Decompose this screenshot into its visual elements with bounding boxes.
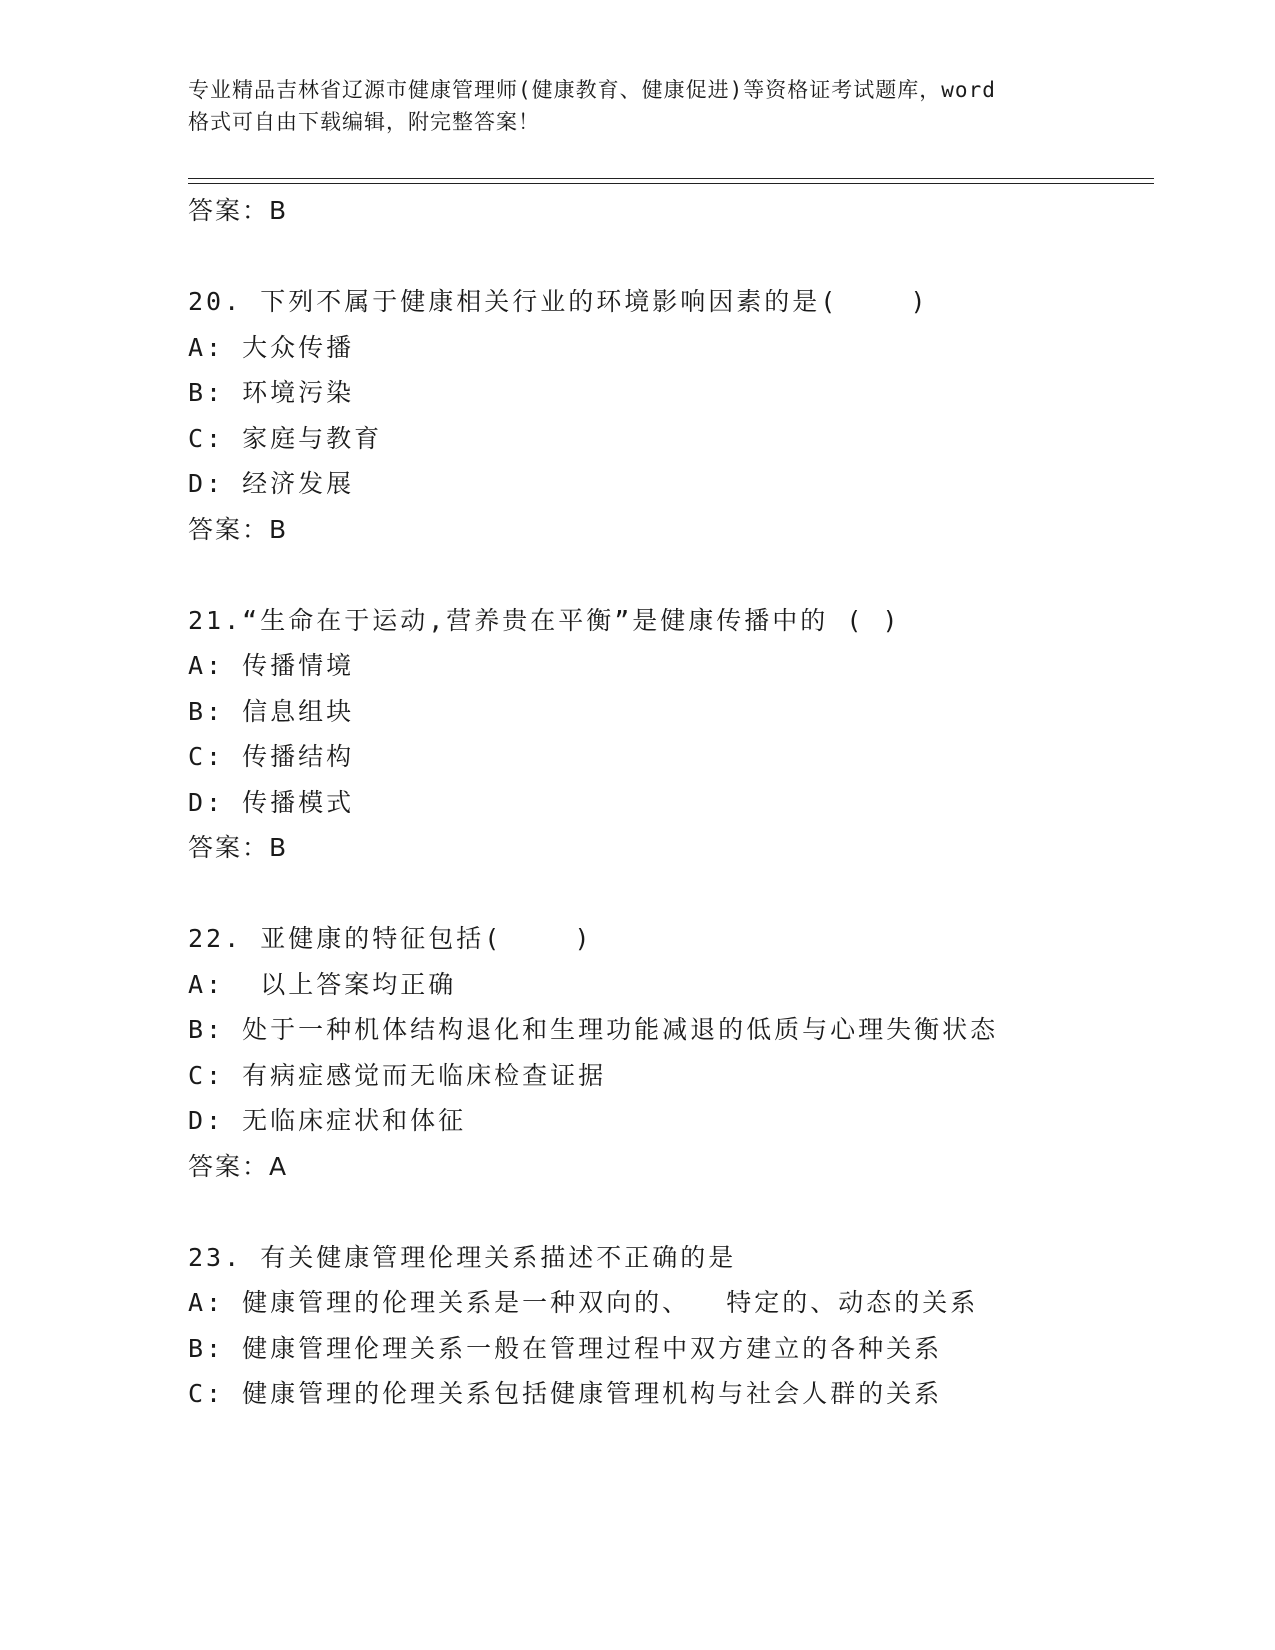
answer-line: 答案：B xyxy=(188,196,289,225)
option-c: C: 健康管理的伦理关系包括健康管理机构与社会人群的关系 xyxy=(188,1379,943,1408)
header-divider-thick xyxy=(188,178,1154,179)
option-d: D: 经济发展 xyxy=(188,469,355,498)
option-a: A: 传播情境 xyxy=(188,651,355,680)
option-a: A: 健康管理的伦理关系是一种双向的、 特定的、动态的关系 xyxy=(188,1288,979,1317)
option-c: C: 家庭与教育 xyxy=(188,423,383,453)
question-block xyxy=(188,916,1154,1189)
option-d: D: 传播模式 xyxy=(188,787,355,817)
option-b: B: 健康管理伦理关系一般在管理过程中双方建立的各种关系 xyxy=(188,1333,943,1363)
answer-line: 答案：A xyxy=(188,1151,289,1181)
question-stem: 21.“生命在于运动,营养贵在平衡”是健康传播中的 ( ) xyxy=(188,605,901,635)
option-c: C: 传播结构 xyxy=(188,742,355,771)
header-line-2: 格式可自由下载编辑，附完整答案！ xyxy=(188,110,540,134)
option-b: B: 信息组块 xyxy=(188,696,355,726)
header-divider-thin xyxy=(188,183,1154,184)
question-list xyxy=(188,188,1154,1417)
question-block xyxy=(188,598,1154,871)
spacer xyxy=(188,552,1154,598)
page-header xyxy=(188,74,1088,138)
spacer xyxy=(188,870,1154,916)
spacer xyxy=(188,1189,1154,1235)
question-block xyxy=(188,1235,1154,1417)
question-stem: 20. 下列不属于健康相关行业的环境影响因素的是( ) xyxy=(188,287,929,316)
answer-line: 答案：B xyxy=(188,833,289,862)
option-b: B: 处于一种机体结构退化和生理功能减退的低质与心理失衡状态 xyxy=(188,1015,999,1044)
answer-line: 答案：B xyxy=(188,514,289,544)
question-stem: 22. 亚健康的特征包括( ) xyxy=(188,924,593,953)
question-block xyxy=(188,279,1154,552)
option-b: B: 环境污染 xyxy=(188,378,355,407)
question-stem: 23. 有关健康管理伦理关系描述不正确的是 xyxy=(188,1242,737,1272)
option-a: A: 以上答案均正确 xyxy=(188,969,457,999)
option-d: D: 无临床症状和体征 xyxy=(188,1106,467,1135)
option-c: C: 有病症感觉而无临床检查证据 xyxy=(188,1060,607,1090)
spacer xyxy=(188,233,1154,279)
option-a: A: 大众传播 xyxy=(188,332,355,362)
header-line-1: 专业精品吉林省辽源市健康管理师(健康教育、健康促进)等资格证考试题库，word xyxy=(188,78,996,102)
